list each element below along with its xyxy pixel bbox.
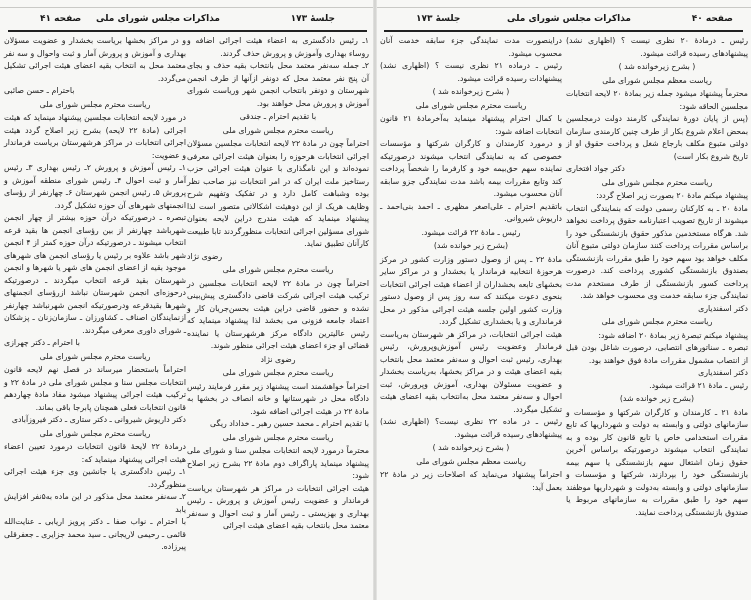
centered-heading: ریاست محترم مجلس شورای ملی xyxy=(39,428,151,438)
centered-heading: ( بشرح زیرخوانده شد ) xyxy=(618,62,696,71)
paragraph: ۲ـ سه‌نفر معتمد محل مذکور در این ماده به‌۵نفر افزایش یابد xyxy=(4,492,186,514)
paragraph: رئیس ـ درماده ۲۱ نظری نیست ؟ (اظهاری نشد) پیشنهادات رسیده قرائت میشود. xyxy=(380,61,562,83)
paragraph: با کمال احترام پیشنهاد مینماید به‌آخرمادهٔ ۲۱ قانون انتخابات اضافه شود: xyxy=(380,114,562,136)
paragraph: رئیس ـ مادهٔ ۲۱ قرائت میشود. xyxy=(649,380,748,390)
paragraph: ۱ـ رئیس آموزش و پرورش ۲ـ رئیس بهداری ۳ـ رئیس آمار و ثبت احوال ۴ـ رئیس شورای منطقه آموزش و پرورش ۵ـ رئیس انجمن شهرستان ۶ـ چهارنفر از رؤسای انجمنهای شهرهای آن حوزه تشکیل گردد. xyxy=(4,163,187,210)
paragraph: احتراماً پیشنهاد می‌نماید که اصلاحات زیر در مادهٔ ۲۲ بعمل آید: xyxy=(380,470,562,492)
paragraph: مادهٔ ۲۲ ـ پس از وصول دستور وزارت کشور در مرکز هرحوزهٔ انتخابیه فرماندار یا بخشدار و در مراکز سایر بخشهای تابعه بخشداران از اعضاء هیئت اجرائی انتخابات بنحوی دعوت میکنند که سه روز پس از وصول دستور وزارت کشور اولین جلسه هیئت اجرائی مذکور در محل فرمانداری و یا بخشداری تشکیل گردد. xyxy=(380,254,562,326)
header-rule xyxy=(384,30,743,32)
paragraph: دکتر اسفندیاری xyxy=(698,368,748,377)
running-title: مذاکرات مجلس شورای ملی xyxy=(95,14,220,24)
column xyxy=(566,35,748,519)
centered-heading: ریاست محترم مجلس شورای ملی xyxy=(222,265,334,274)
paragraph: و در مراکز بخشها بریاست بخشدار و عضویت مسؤلان بهداری و آموزش و پرورش آمار و ثبت واحوال و سه نفر معتمد محل به انتخاب بقیه اعضای هیئت اجرائی تشکیل می‌گردد. xyxy=(4,36,186,83)
centered-heading: ریاست محترم مجلس شورای ملی xyxy=(222,432,334,442)
scan-edge-line xyxy=(0,7,375,8)
paragraph: مادهٔ ۲۱ ـ کارمندان و کارگران شرکتها و مؤسسات و سازمانهای دولتی و وابسته به دولت و شهرداریها که تابع مقررات استخدامی خاص یا تابع قانون کار بوده و به نمایندگی انتخاب میشوند درصورتیکه براساس آخرین حقوق زمان اشتغال سهم بازنشستگی یا سهم بیمه بازنشستگی خود را بپردازند، شرکتها و مؤسسات و سازمانهای دولتی و وابسته به‌دولت و شهرداریها موظفند سهم خود را طبق مقررات به سازمانهای مربوط یا صندوق بازنشستگی پرداخت نمایند. xyxy=(566,407,748,517)
centered-heading: (بشرح زیر خوانده شد) xyxy=(433,241,509,250)
page-41 xyxy=(0,0,375,600)
centered-heading: ریاست محترم مجلس شورای ملی xyxy=(39,351,151,361)
paragraph: احتراماً خواهشمند است پیشنهاد زیر مقرر فرمایند رئیس دادگاه محل در شهرستانها و خانه انصاف در بخشها به مادهٔ ۲۲ در هیئت اجرائی اضافه شود. xyxy=(187,381,369,416)
book-spine xyxy=(373,0,377,600)
column xyxy=(380,35,562,494)
paragraph: دراینصورت مدت نمایندگی جزء سابقه خدمت آنان محسوب میشود. xyxy=(380,36,562,58)
paragraph: مادهٔ ۲۰ ـ به کارکنان رسمی دولت که بنمایندگی انتخاب میشوند از تاریخ تصویب اعتبارنامه حقوق پرداخت نخواهد شد. هرگاه مستخدمین مذکور حقوق بازنشستگی خود را براساس مقررات پرداخت کنند سازمان دولتی متبوع آنان مکلف خواهد بود سهم خود را طبق مقررات بازنشستگی بصندوق بازنشستگی کشوری پرداخت کند. درصورت پرداخت کسور بازنشستگی از طرف مستخدم مدت نمایندگی جزء سابقه خدمت وی محسوب خواهد شد. xyxy=(566,203,748,300)
centered-heading: ریاست محترم مجلس شورای ملی xyxy=(601,317,713,326)
paragraph: ۲ـ جمله سه‌نفر معتمد محل بانتخاب بقیه حذف و بجای آن پنج نفر معتمد محل که دونفر ازآنها از طرف انجمن شهرستان و دونفر بانتخاب انجمن شهر وریاست شورای آموزش و پرورش محل خواهند بود. xyxy=(187,61,369,108)
header-rule xyxy=(8,30,367,32)
page-header xyxy=(386,14,741,30)
centered-heading: رئیس ـ مادهٔ ۲۲ قرائت میشود. xyxy=(421,227,521,237)
paragraph: ۱ـ رئیس دادگستری یا جانشین وی جزء هیئت اجرائی منظورگردد. xyxy=(4,467,186,489)
paragraph: تبصره ـ سناتورهای انتصابی، درصورت شاغل بودن قبل از انتصاب مشمول مقررات مادهٔ فوق خواهند بود. xyxy=(566,343,748,365)
paragraph: باتقدیم احترام ـ علی‌اصغر مظهری ـ احمد بنی‌احمد ـ داریوش شیروانی. xyxy=(380,201,562,223)
signature: با احترام ـ دکتر چهرازی xyxy=(4,338,80,347)
paragraph: هیئت اجرائی انتخابات، در مراکز هر شهرستان به‌ریاست فرماندار وعضویت رئیس آموزش‌وپرورش، رئیس بهداری، رئیس ثبت احوال و سه‌نفر معتمد محل بانتخاب بقیه اعضای هیئت و در مراکز بخشها، به‌ریاست بخشدار و عضویت مسئولان بهداری، آموزش وپرورش، ثبت احوال و سه‌نفر معتمد محل به‌انتخاب بقیه اعضای هیئت تشکیل میگردد. xyxy=(380,329,562,414)
paragraph: دکتر داریوش شیروانی ـ دکتر ستاری ـ دکتر فیروزآبادی xyxy=(11,415,186,424)
centered-heading: ریاست معظم مجلس شورای ملی xyxy=(602,75,712,85)
paragraph: درمادهٔ ۲۲ لایحهٔ قانون انتخابات درمورد تعیین اعضاء هیئت اجرائی پیشنهاد مینماید که: xyxy=(4,442,186,464)
paragraph: پیشنهاد میکنم مادهٔ ۲۰ بصورت زیر اصلاح گردد: xyxy=(596,191,748,200)
paragraph: با تقدیم احترام ـ محمد حسین رهبر ـ خداداد ریگی xyxy=(210,419,369,428)
running-title: مذاکرات مجلس شورای ملی xyxy=(506,14,631,24)
paragraph: محترماً درمورد لایحه انتخابات مجلس سنا و شورای ملی پیشنهاد مینماید پاراگراف دوم مادهٔ ۲۲ بشرح زیر اصلاح شود: xyxy=(187,446,370,480)
scan-edge-line xyxy=(376,7,751,8)
centered-heading: با تقدیم احترام ـ جندقی xyxy=(239,112,317,121)
paragraph: محترماً پیشنهاد میشود جمله زیر بمادهٔ ۲۰ لایحه انتخابات مجلسین الحاقه شود: xyxy=(566,89,748,111)
centered-heading: ریاست محترم مجلس شورای ملی xyxy=(601,177,713,187)
paragraph: احتراماً چون در مادهٔ ۲۲ لایحه انتخابات مجلسین در ترکیب هیئت اجرائی شرکت قاضی دادگستری پیش‌بینی نشده و حضور قاضی دراین هیئت بحسن‌جریان کار و اعتماد جامعه فزونی می بخشد لذا پیشنهاد مینماید که رئیس عالیترین دادگاه مرکز هرشهرستان یا نماینده قضائی او جزء اعضای هیئت اجرائی منظور شوند. xyxy=(187,278,369,350)
session-number: جلسهٔ ۱۷۳ xyxy=(290,14,335,24)
paragraph: دکتر اسفندیاری xyxy=(698,303,748,313)
centered-heading: (بشرح زیر خوانده شد) xyxy=(619,394,695,403)
centered-heading: ( بشرح زیرخوانده شد ) xyxy=(432,87,510,96)
centered-heading: رضوی نژاد xyxy=(260,354,296,364)
page-number: صفحه ۴۰ xyxy=(691,14,733,24)
paragraph: احتراماً باستحضار میرساند در فصل نهم لایحه قانون انتخابات مجلس سنا و مجلس شورای ملی در مادهٔ ۲۲ و ترکیب هیئت اجرائی پیشنهاد میشود مفاد مادهٔ چهاردهم قانون انتخابات فعلی همچنان پابرجا باقی بماند. xyxy=(4,365,186,412)
centered-heading: ریاست محترم مجلس شورای ملی xyxy=(415,100,527,110)
signature: باحترام ـ حسن صائبی xyxy=(4,86,75,95)
paragraph: تبصره ـ درصورتیکه درآن حوزه بیشتر از چهار انجمن شهرباشد چهارنفر از بین رؤسای انجمن ها بقید قرعه انتخاب میشوند ـ درصورتیکه درآن حوزه کمتر از ۴ انجمن شهر باشد علاوه بر رئیس یا رؤسای انجمن های شهرهای موجود بقیه از اعضای انجمن های شهر یا شهرها و انجمن شهرستان بقید قرعه انتخاب میگردند ـ درصورتیکه درحوزه‌ای انجمن شهرستان نباشد ازرؤسای انجمنهای شهرها بقیدقرعه ودرصورتیکه انجمن شهرنباشد چهارنفر ازنمایندگان اصناف ـ کشاورزان ـ سازمان‌زنان ـ پزشکان ـ شورای داوری معرفی میگردند. xyxy=(4,213,186,335)
signature: رضوی نژاد xyxy=(187,251,223,261)
paragraph: احتراماً چون در مادهٔ ۲۲ لایحه انتخابات مجلسین مسؤلان اجرائی انتخابات هرحوزه را بعنوان هیئت اجرائی معرفی نموده‌اند و این نامگذاری با عنوان هیئت اجرائی حزب رستاخیز ملت ایران که در امر انتخابات نیز صاحب نظر بوده وشباهت کامل دارد و در تفکیک وتفهیم شرح وظایف هریک از این دوهیئت اشکالاتی متصور است لذا پیشنهاد مینماید که هیئت مندرج دراین لایحه بعنوان شورای مسؤلین اجرائی انتخابات منظورگردند تابا طبیعت کارآنان تطبیق نماید. xyxy=(187,139,369,248)
centered-heading: ( بشرح زیرخوانده شد ) xyxy=(432,443,510,452)
session-number: جلسهٔ ۱۷۳ xyxy=(416,14,461,24)
centered-heading: ریاست محترم مجلس شورای ملی xyxy=(222,125,334,135)
centered-heading: ریاست محترم مجلس شورای ملی xyxy=(39,99,151,109)
paragraph: هیئت اجرائی انتخابات در مراکز هر شهرستان بریاست فرماندار و عضویت رئیس آموزش و پرورش ـ رئیس بهداری و بهزیستی ـ رئیس آمار و ثبت احوال و سه‌نفر معتمد محل بانتخاب بقیه اعضای هیئت اجرائی xyxy=(187,483,369,530)
paragraph: و درمورد کارمندان و کارگران شرکتها و مؤسسات خصوصی که به نمایندگی انتخاب میشوند درصورتیکه نماینده سهم حق‌بیمه خود و کارفرما را شخصاً پرداخت کند وتابع مقررات بیمه باشد مدت نمایندگی جزو سابقه آنان محسوب میشود. xyxy=(380,139,562,198)
column xyxy=(187,35,369,533)
column xyxy=(4,35,186,554)
paragraph: در مورد لایحه انتخابات مجلسین پیشنهاد مینماید که هیئت اجرائی (مادهٔ ۲۲ لایحه) بشرح زیر اصلاح گردد هیئت اجرائی انتخابات در مراکز هرشهرستان بریاست فرماندار و عضویت: xyxy=(4,113,187,160)
centered-heading: ریاست معظم مجلس شورای ملی xyxy=(416,456,526,466)
paragraph: ۱ـ رئیس دادگستری به اعضاء هیئت اجرائی اضافه و روساء بهداری وآموزش و پرورش حذف گردند. xyxy=(187,36,369,58)
paragraph: (پس از پایان دورهٔ نمایندگی کارمند دولت درمجلسین بمحض اعلام شروع بکار از طرف چنین کارمندی سازمان دولتی متبوع مکلف بارجاع شغل و پرداخت حقوق او از تاریخ شروع بکار است) xyxy=(566,114,748,161)
centered-heading: ریاست محترم مجلس شورای ملی xyxy=(222,368,334,377)
paragraph: رئیس ـ درمادهٔ ۲۰ نظری نیست ؟ (اظهاری نشد) پیشنهادهای رسیده قرائت میشود. xyxy=(566,36,748,58)
paragraph: رئیس ـ در ماده ۲۲ نظری نیست؟ (اظهاری نشد) پیشنهادهای رسیده قرائت میشود. xyxy=(380,417,562,439)
page-40 xyxy=(376,0,751,600)
paragraph: پیشنهاد میکنم تبصرهٔ زیر بمادهٔ ۲۰ اضافه شود: xyxy=(598,330,748,340)
page-header xyxy=(10,14,365,30)
page-number: صفحه ۴۱ xyxy=(40,14,82,24)
signature: دکتر جواد افتخاری xyxy=(566,164,625,173)
paragraph: با احترام ـ نواب صفا ـ دکتر پرویز اریابی ـ عنایت‌الله قائمی ـ رحیمی لاریجانی ـ سید محمد جزایری ـ جعفرقلی پیرزاده. xyxy=(4,517,186,551)
